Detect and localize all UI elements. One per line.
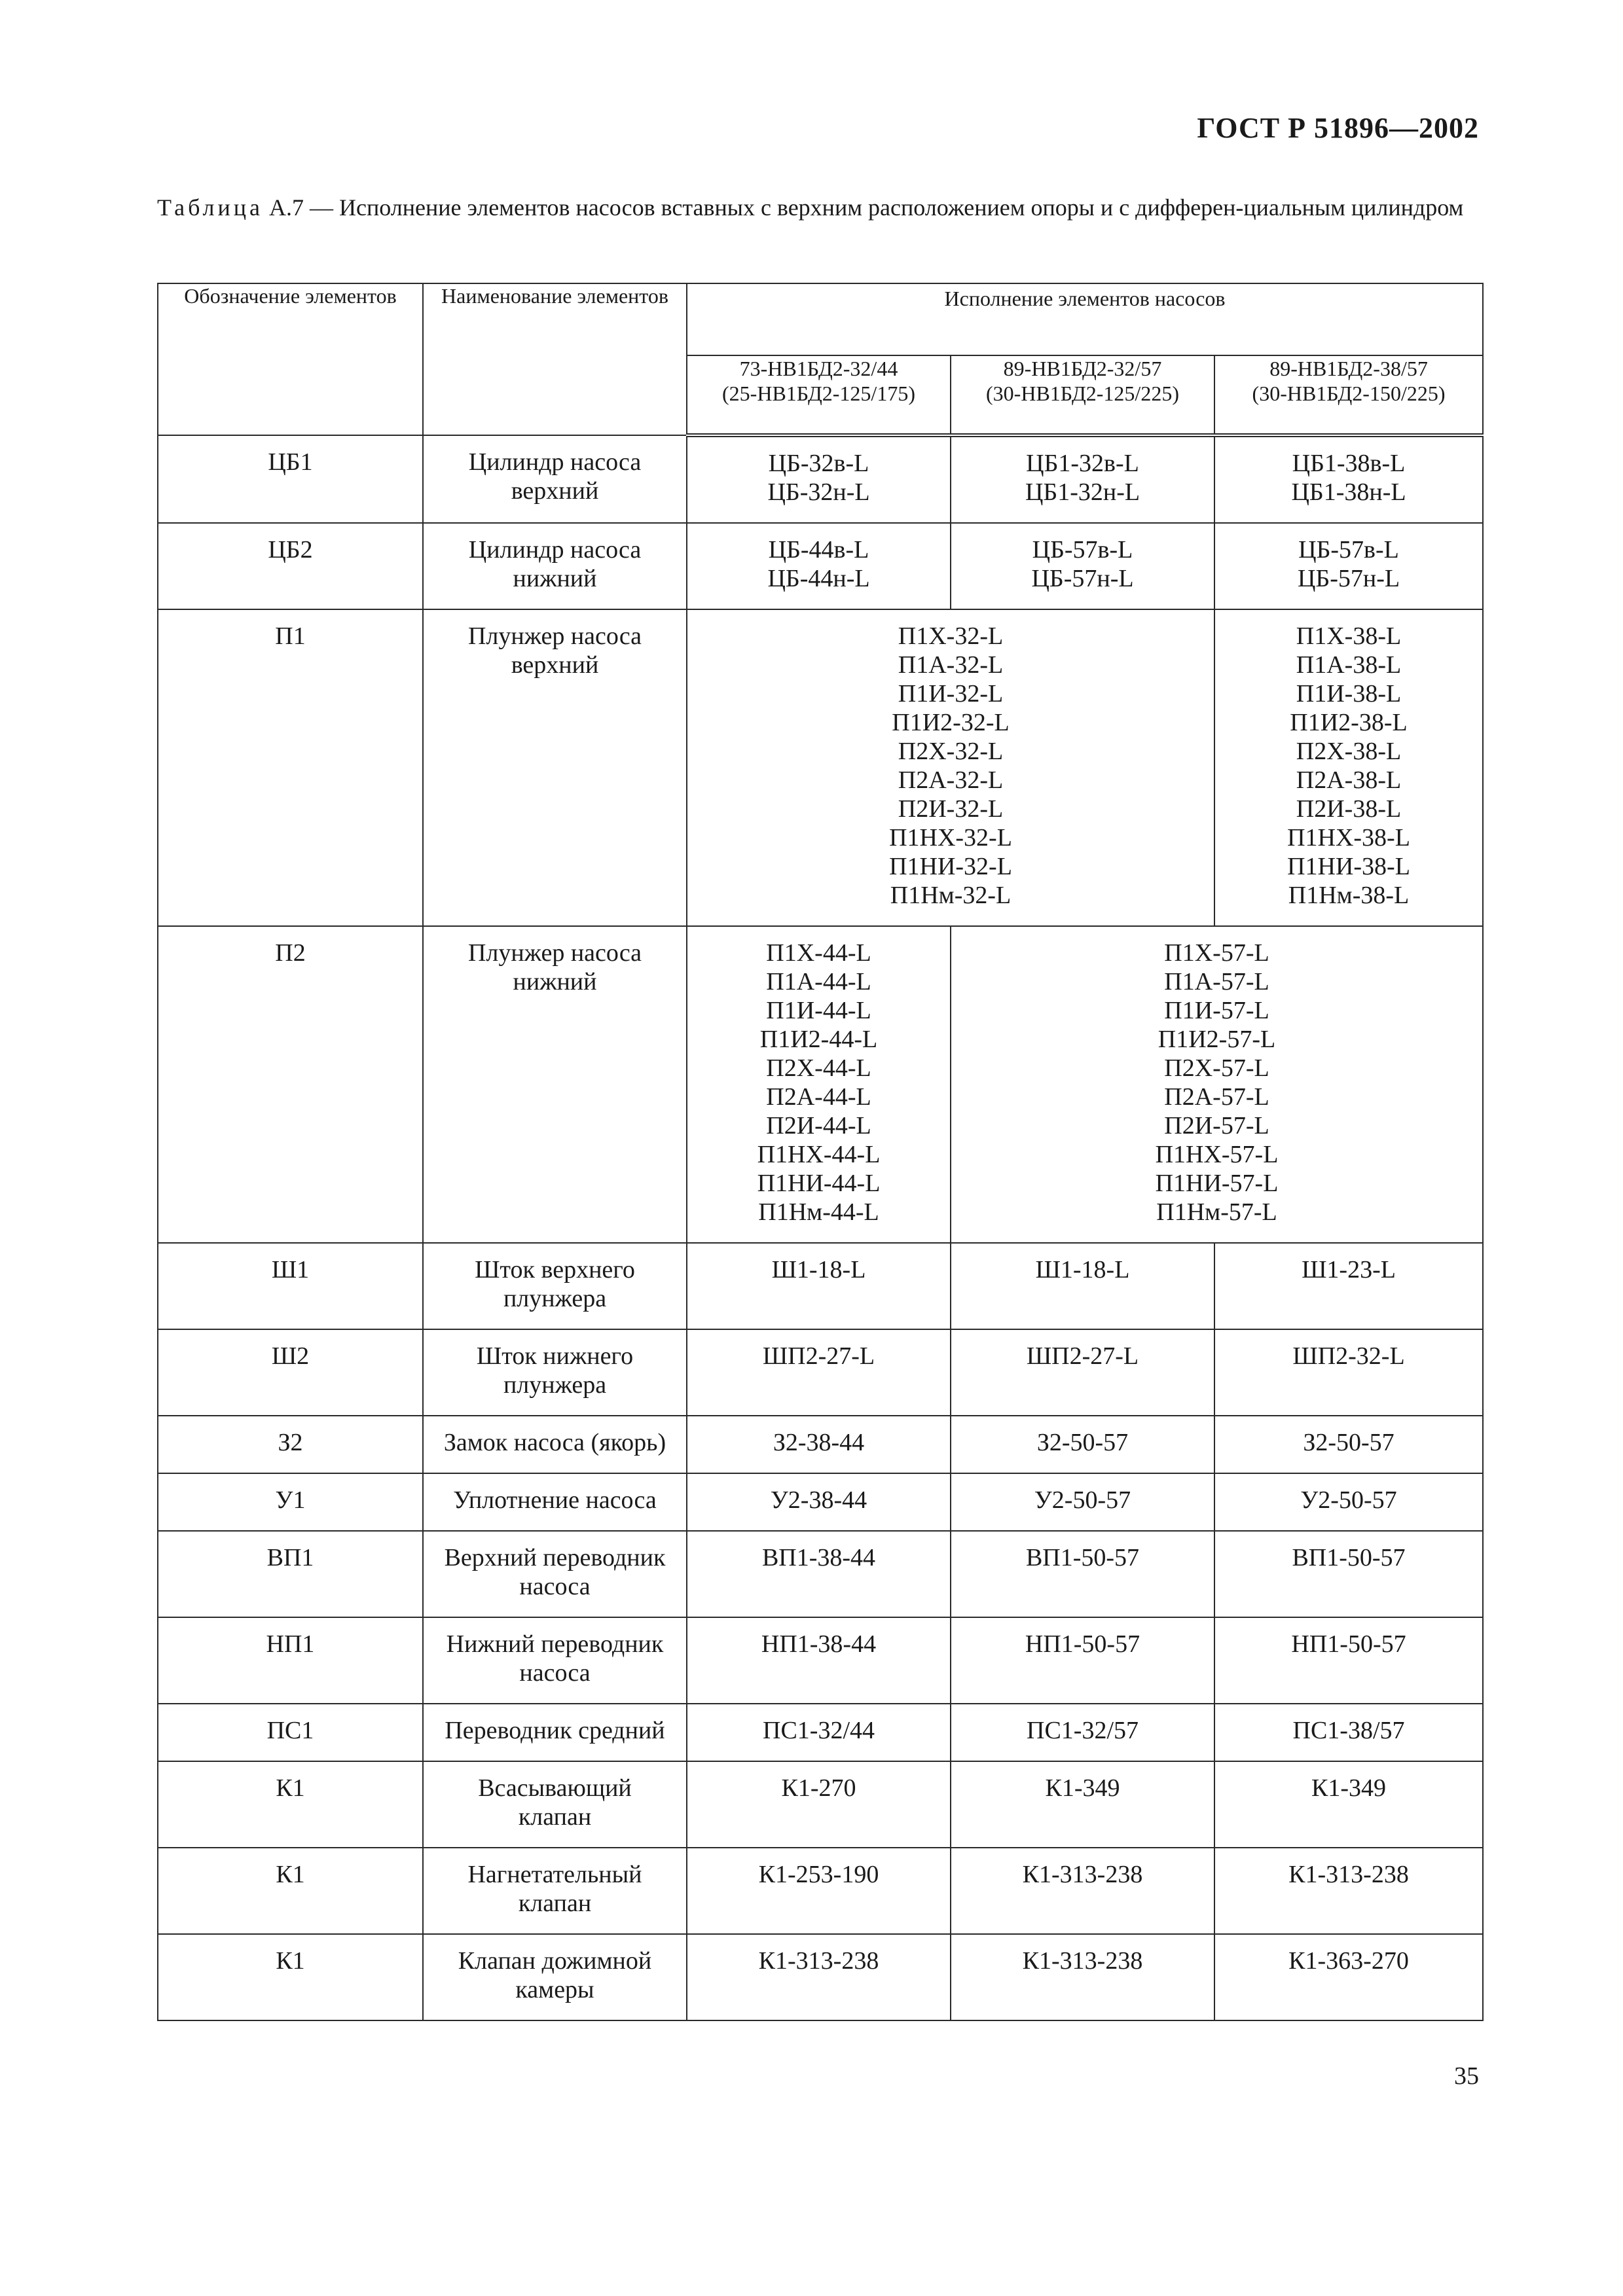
cell-designation: К1 [158,1848,423,1934]
cell-name-line: Плунжер насоса [467,939,642,967]
cell-variant-3 [1214,1704,1483,1761]
table-row [158,523,1483,609]
cell-variant-3-line: П1И-38-L [1296,680,1402,708]
cell-name-line: Клапан дожимной [458,1947,652,1975]
header-name: Наименование элементов [423,283,687,435]
cell-variant-1-2-line: П1И-32-L [898,680,1004,708]
header-variant-3 [1214,355,1483,435]
cell-variant-3 [1214,1617,1483,1704]
cell-variant-3-line: К1-349 [1311,1774,1386,1802]
cell-name-line: нижний [513,565,597,592]
cell-name-line: Нагнетательный [467,1861,642,1888]
cell-variant-3-line: З2-50-57 [1303,1429,1395,1456]
cell-variant-2 [951,1704,1214,1761]
cell-variant-2-line: К1-313-238 [1022,1861,1143,1888]
cell-designation: ЦБ2 [158,523,423,609]
cell-variant-2 [951,1617,1214,1704]
cell-name-line: камеры [515,1976,594,2003]
cell-variant-2-line: ПС1-32/57 [1027,1717,1139,1744]
cell-name [423,1617,687,1704]
cell-variant-2 [951,1329,1214,1416]
cell-variant-3-line: П2А-38-L [1296,766,1402,794]
cell-variant-3-line: П1Нм-38-L [1288,882,1410,909]
cell-name-line: плунжера [503,1285,607,1312]
cell-variant-2 [951,523,1214,609]
cell-variant-1 [687,926,951,1243]
table-row [158,609,1483,926]
cell-name [423,1243,687,1329]
cell-variant-1-line: ШП2-27-L [762,1342,875,1370]
cell-designation: З2 [158,1416,423,1473]
table-row [158,1243,1483,1329]
header-variant-1 [687,355,951,435]
cell-designation: П2 [158,926,423,1243]
cell-variant-3 [1214,1934,1483,2020]
cell-variant-2-3-line: П1А-57-L [1164,968,1269,996]
cell-variant-2-line: З2-50-57 [1036,1429,1129,1456]
cell-variant-1-line: К1-270 [781,1774,856,1802]
cell-variant-3 [1214,435,1483,523]
cell-variant-2-line: Ш1-18-L [1035,1256,1130,1283]
cell-variant-1-2-line: П1И2-32-L [892,709,1010,736]
cell-variant-2 [951,435,1214,523]
cell-variant-3-line: ЦБ1-38в-L [1292,450,1406,477]
cell-variant-1-line: П2А-44-L [766,1083,871,1111]
cell-variant-1-line: Ш1-18-L [771,1256,866,1283]
table-row [158,435,1483,523]
cell-variant-1-line: К1-253-190 [758,1861,879,1888]
cell-variant-1-2-line: П1А-32-L [898,651,1004,679]
cell-variant-3-line: У2-50-57 [1300,1486,1397,1514]
cell-name-line: Нижний переводник [446,1630,664,1658]
standard-number: ГОСТ Р 51896—2002 [1197,112,1479,144]
cell-variant-3-line: П1Х-38-L [1296,622,1402,650]
cell-variant-3 [1214,1329,1483,1416]
cell-name [423,609,687,926]
cell-variant-2-line: ЦБ-57в-L [1032,536,1133,564]
cell-name-line: верхний [511,477,599,505]
cell-name-line: Цилиндр насоса [468,536,642,564]
cell-variant-2-line: НП1-50-57 [1025,1630,1140,1658]
cell-name-line: Переводник средний [445,1717,665,1744]
cell-variant-1 [687,1416,951,1473]
table-row [158,1531,1483,1617]
cell-variant-1-line: П1И2-44-L [759,1026,878,1053]
cell-variant-3-line: П1НХ-38-L [1287,824,1410,852]
cell-variant-1-line: П1НХ-44-L [757,1141,881,1168]
cell-variant-1-line: НП1-38-44 [761,1630,877,1658]
cell-variant-3 [1214,1848,1483,1934]
cell-variant-1-line: П2Х-44-L [766,1054,871,1082]
header-variant-2-code: 89-НВ1БД2-32/57 [1003,357,1162,380]
cell-name-line: Всасывающий [478,1774,632,1802]
table-row [158,1704,1483,1761]
cell-variant-3 [1214,1761,1483,1848]
cell-variant-2 [951,1848,1214,1934]
cell-variant-3-line: ЦБ1-38н-L [1291,478,1406,506]
cell-name-line: нижний [513,968,597,996]
cell-variant-1-line: П1Х-44-L [766,939,871,967]
cell-variant-1-2-line: П1НХ-32-L [889,824,1012,852]
cell-variant-1-line: П1Нм-44-L [758,1198,879,1226]
cell-name [423,1848,687,1934]
cell-name-line: Плунжер насоса [467,622,642,650]
cell-variant-3-line: К1-363-270 [1288,1947,1409,1975]
cell-variant-1 [687,1848,951,1934]
cell-variant-1-line: ЦБ-44в-L [768,536,869,564]
cell-variant-1 [687,1473,951,1531]
cell-variant-1-line: ПС1-32/44 [763,1717,875,1744]
table-row [158,1416,1483,1473]
cell-name [423,435,687,523]
cell-variant-3 [1214,1243,1483,1329]
cell-variant-1-2-line: П1НИ-32-L [889,853,1012,880]
cell-name-line: клапан [518,1803,592,1831]
cell-variant-2-3-line: П1НХ-57-L [1155,1141,1279,1168]
cell-variant-1-line: ЦБ-32н-L [767,478,870,506]
cell-name-line: Шток нижнего [476,1342,634,1370]
table-caption [157,193,1480,223]
cell-name [423,926,687,1243]
header-pump-variants: Исполнение элементов насосов [687,283,1483,355]
cell-designation: ВП1 [158,1531,423,1617]
cell-variant-3-line: ПС1-38/57 [1292,1717,1405,1744]
cell-variant-1 [687,1531,951,1617]
cell-variant-1 [687,1761,951,1848]
table-row [158,926,1483,1243]
cell-designation: НП1 [158,1617,423,1704]
page-number: 35 [1454,2062,1479,2090]
cell-variant-2-3-line: П2А-57-L [1164,1083,1269,1111]
cell-variant-3 [1214,1531,1483,1617]
cell-designation: Ш2 [158,1329,423,1416]
cell-designation: ЦБ1 [158,435,423,523]
cell-variant-2-3-line: П1Нм-57-L [1156,1198,1277,1226]
cell-designation: П1 [158,609,423,926]
cell-variant-2 [951,1531,1214,1617]
table-row [158,1848,1483,1934]
header-variant-1-alt: (25-НВ1БД2-125/175) [722,382,915,405]
header-variant-2 [951,355,1214,435]
cell-name-line: верхний [511,651,599,679]
cell-variant-1-line: ЦБ-32в-L [768,450,869,477]
cell-variant-3-line: К1-313-238 [1288,1861,1409,1888]
cell-variant-3-line: НП1-50-57 [1291,1630,1406,1658]
cell-variant-2-3-line: П1НИ-57-L [1155,1170,1279,1197]
cell-name-line: плунжера [503,1371,607,1399]
cell-variant-3-line: Ш1-23-L [1302,1256,1396,1283]
cell-variant-1-2-line: П2А-32-L [898,766,1004,794]
cell-variant-2-3-line: П1И-57-L [1164,997,1269,1024]
table-row [158,1934,1483,2020]
cell-designation: Ш1 [158,1243,423,1329]
cell-variant-3-line: П2И-38-L [1296,795,1402,823]
cell-variant-1-line: П1И-44-L [766,997,871,1024]
cell-name [423,1329,687,1416]
cell-variant-3 [1214,609,1483,926]
cell-variant-1-line: П1А-44-L [766,968,871,996]
cell-variant-1 [687,1243,951,1329]
header-variant-3-alt: (30-НВ1БД2-150/225) [1252,382,1446,405]
cell-designation: ПС1 [158,1704,423,1761]
cell-variant-2-3-line: П1И2-57-L [1158,1026,1276,1053]
cell-variant-1 [687,1617,951,1704]
cell-variant-3-line: ЦБ-57в-L [1298,536,1399,564]
cell-name [423,1531,687,1617]
table-row [158,1473,1483,1531]
cell-variant-3-line: ЦБ-57н-L [1297,565,1400,592]
cell-variant-1 [687,1704,951,1761]
cell-variant-2-3-line: П2И-57-L [1164,1112,1269,1139]
table-row [158,1617,1483,1704]
cell-variant-2-line: У2-50-57 [1034,1486,1131,1514]
cell-variant-3-line: П1НИ-38-L [1287,853,1410,880]
cell-variant-1-line: П2И-44-L [766,1112,871,1139]
cell-variant-1-line: У2-38-44 [770,1486,867,1514]
cell-name-line: Верхний переводник [444,1544,666,1571]
cell-variant-1-line: ВП1-38-44 [761,1544,876,1571]
table-caption-prefix: Таблица [157,194,263,221]
cell-variant-2 [951,1473,1214,1531]
cell-designation: У1 [158,1473,423,1531]
cell-name-line: Цилиндр насоса [468,448,642,476]
cell-name-line: Замок насоса (якорь) [443,1429,666,1456]
cell-variant-1-2-line: П2И-32-L [898,795,1004,823]
header-variant-2-alt: (30-НВ1БД2-125/225) [986,382,1179,405]
cell-variant-2-line: ВП1-50-57 [1025,1544,1140,1571]
cell-variant-3-line: П2Х-38-L [1296,738,1402,765]
cell-variant-1-line: З2-38-44 [773,1429,865,1456]
cell-variant-3 [1214,523,1483,609]
cell-variant-2 [951,1761,1214,1848]
cell-variant-1 [687,1934,951,2020]
cell-designation: К1 [158,1934,423,2020]
table-caption-text: А.7 — Исполнение элементов насосов вставных с верхним расположением опоры и с дифферен-циальным цилиндром [268,194,1464,221]
cell-name-line: насоса [519,1573,591,1600]
cell-name-line: Уплотнение насоса [453,1486,657,1514]
cell-name [423,1473,687,1531]
cell-variant-2 [951,1416,1214,1473]
cell-variant-2-line: К1-349 [1045,1774,1120,1802]
header-variant-3-code: 89-НВ1БД2-38/57 [1269,357,1428,380]
cell-variant-2-line: ЦБ1-32н-L [1025,478,1140,506]
table-row [158,1761,1483,1848]
cell-variant-3 [1214,1473,1483,1531]
cell-variant-2-3-line: П2Х-57-L [1164,1054,1269,1082]
cell-variant-1 [687,1329,951,1416]
cell-variant-1-line: К1-313-238 [758,1947,879,1975]
cell-variant-3-line: ШП2-32-L [1292,1342,1405,1370]
cell-variant-1-line: П1НИ-44-L [757,1170,881,1197]
cell-name [423,1416,687,1473]
cell-variant-2-3 [951,926,1483,1243]
cell-variant-1 [687,435,951,523]
cell-variant-1-2-line: П2Х-32-L [898,738,1004,765]
cell-variant-2 [951,1934,1214,2020]
cell-variant-2-3-line: П1Х-57-L [1164,939,1269,967]
cell-name-line: Шток верхнего [475,1256,635,1283]
pump-elements-table [157,283,1484,2021]
header-designation: Обозначение элементов [158,283,423,435]
table-row [158,1329,1483,1416]
cell-name-line: насоса [519,1659,591,1687]
header-variant-1-code: 73-НВ1БД2-32/44 [739,357,898,380]
cell-name-line: клапан [518,1890,592,1917]
cell-name [423,1934,687,2020]
cell-variant-3 [1214,1416,1483,1473]
cell-variant-3-line: П1И2-38-L [1290,709,1408,736]
cell-variant-2-line: ШП2-27-L [1026,1342,1139,1370]
cell-name [423,523,687,609]
cell-variant-1-2-line: П1Х-32-L [898,622,1004,650]
cell-variant-2-line: ЦБ-57н-L [1031,565,1134,592]
cell-name [423,1704,687,1761]
cell-name [423,1761,687,1848]
cell-variant-2-line: К1-313-238 [1022,1947,1143,1975]
cell-variant-1 [687,523,951,609]
cell-variant-3-line: П1А-38-L [1296,651,1402,679]
cell-designation: К1 [158,1761,423,1848]
cell-variant-2 [951,1243,1214,1329]
cell-variant-2-line: ЦБ1-32в-L [1026,450,1139,477]
cell-variant-1-2-line: П1Нм-32-L [890,882,1012,909]
cell-variant-1-2 [687,609,1214,926]
cell-variant-3-line: ВП1-50-57 [1292,1544,1406,1571]
cell-variant-1-line: ЦБ-44н-L [767,565,870,592]
